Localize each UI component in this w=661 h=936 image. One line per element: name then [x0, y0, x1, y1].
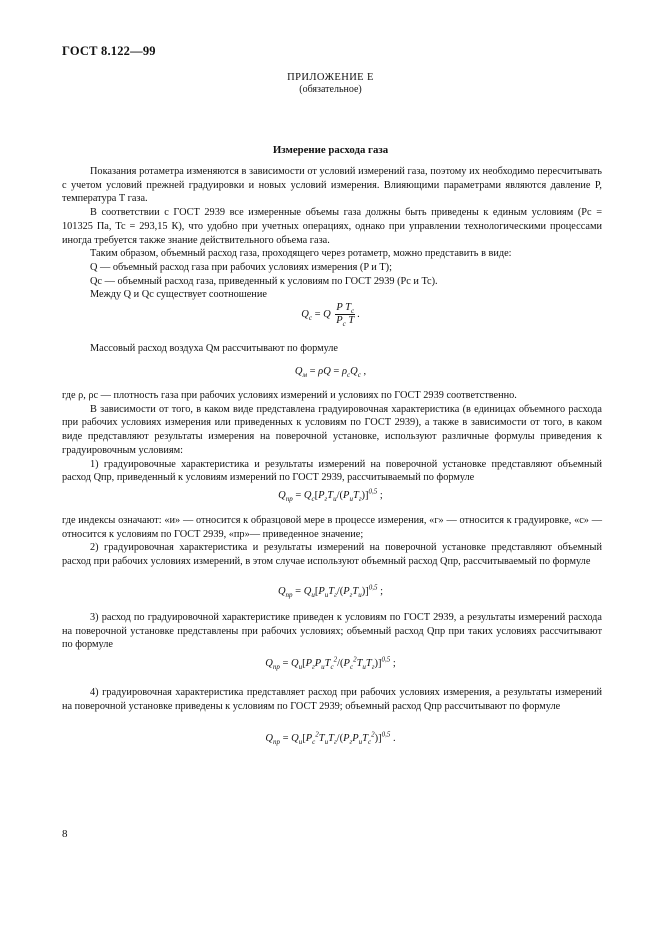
- appendix-label: ПРИЛОЖЕНИЕ Е: [287, 72, 374, 83]
- intro-block: [62, 165, 602, 302]
- paragraph-12: 2) градуировочная характеристика и результаты измерений на поверочной установке представляют объемный расход при рабочих условиях измерений, в этом случае используют объемный расход Qпр, рассчитываемый по формуле: [62, 542, 602, 568]
- paragraph-11: где индексы означают: «и» — относится к образцовой мере в процессе измерения, «г» — относится к градуировке, «с» — относится к условиям по ГОСТ 2939, «пр»— приведенное значение;: [62, 515, 602, 540]
- paragraph-8: где ρ, ρc — плотность газа при рабочих условиях измерений и условиях по ГОСТ 2939 соответственно.: [62, 390, 517, 401]
- paragraph-5: Qc — объемный расход газа, приведенный к условиям по ГОСТ 2939 (Pc и Tc).: [90, 275, 438, 287]
- formula-case-3: $Q_{пр} = Q_и[P_гP_иT_c^2/(P_c^2T_иT_г)]^{0,5}$ ;: [265, 655, 396, 672]
- main-text-block: [62, 389, 602, 485]
- paragraph-6: Между Q и Qc существует соотношение: [90, 289, 267, 301]
- paragraph-7: Массовый расход воздуха Qм рассчитывают по формуле: [90, 343, 338, 354]
- formula-volume-relation: $Q_c = Q$ $\frac{P T_c}{P_c T}$ .: [301, 302, 360, 329]
- page-number: 8: [62, 828, 68, 840]
- case-2-text-block: [62, 514, 602, 569]
- paragraph-14: 4) градуировочная характеристика представляет расход при рабочих условиях измерения, а результаты измерений на поверочной установке приведены к условиям по ГОСТ 2939; объемный расход Qпр рассчитывают по формуле: [62, 687, 602, 712]
- mass-flow-intro: [62, 342, 602, 356]
- formula-case-4: $Q_{пр} = Q_и[P_c^2T_иT_г/(P_гP_иT_c^2)]^{0,5}$ .: [265, 730, 396, 747]
- formula-mass-flow: $Q_м = \rho Q = \rho_cQ_c$ ,: [294, 366, 367, 380]
- formula-case-2: $Q_{пр} = Q_и[P_иT_г/(P_гT_и)]^{0,5}$ ;: [277, 583, 384, 600]
- paragraph-9: В зависимости от того, в каком виде представлена градуировочная характеристика (в единицах объемного расхода при рабочих условиях измерения или приведенных к условиям по ГОСТ 2939), а также в зависимости от того, в каком виде представляют результаты измерения на поверочной установке, используют различные формулы приведения к градуировочным условиям:: [62, 403, 602, 456]
- paragraph-13: 3) расход по градуировочной характеристике приведен к условиям по ГОСТ 2939, а результаты измерений расхода на поверочной установке представлены при рабочих условиях; объемный расход Qпр при таких условиях рассчитывают по формуле: [62, 612, 602, 651]
- formula-case-1: $Q_{пр} = Q_c[P_гT_и/(P_иT_г)]^{0,5}$ ;: [278, 487, 383, 504]
- case-4-text-block: [62, 686, 602, 713]
- document-header: ГОСТ 8.122—99: [62, 44, 156, 58]
- appendix-status: (обязательное): [299, 84, 362, 95]
- section-title: Измерение расхода газа: [272, 144, 389, 156]
- case-3-text-block: [62, 611, 602, 652]
- paragraph-10: 1) градуировочные характеристика и результаты измерений на поверочной установке представляют объемный расход Qпр, приведенный к условиям измерений по ГОСТ 2939, рассчитываемый по формуле: [62, 458, 602, 484]
- paragraph-2: В соответствии с ГОСТ 2939 все измеренные объемы газа должны быть приведены к единым условиям (Pc = 101325 Па, Tc = 293,15 К), что удобно при учетных операциях, однако при управлении технологическими процессами иногда требуется также знание действительного объема газа.: [62, 207, 602, 246]
- paragraph-4: Q — объемный расход газа при рабочих условиях измерения (P и T);: [90, 261, 392, 273]
- paragraph-3: Таким образом, объемный расход газа, проходящего через ротаметр, можно представить в виде:: [90, 248, 512, 260]
- paragraph-1: Показания ротаметра изменяются в зависимости от условий измерений газа, поэтому их необходимо пересчитывать с учетом условий прежней градуировки и новых условий измерения. Влияющими параметрами являются давление P, температура T газа.: [62, 166, 602, 205]
